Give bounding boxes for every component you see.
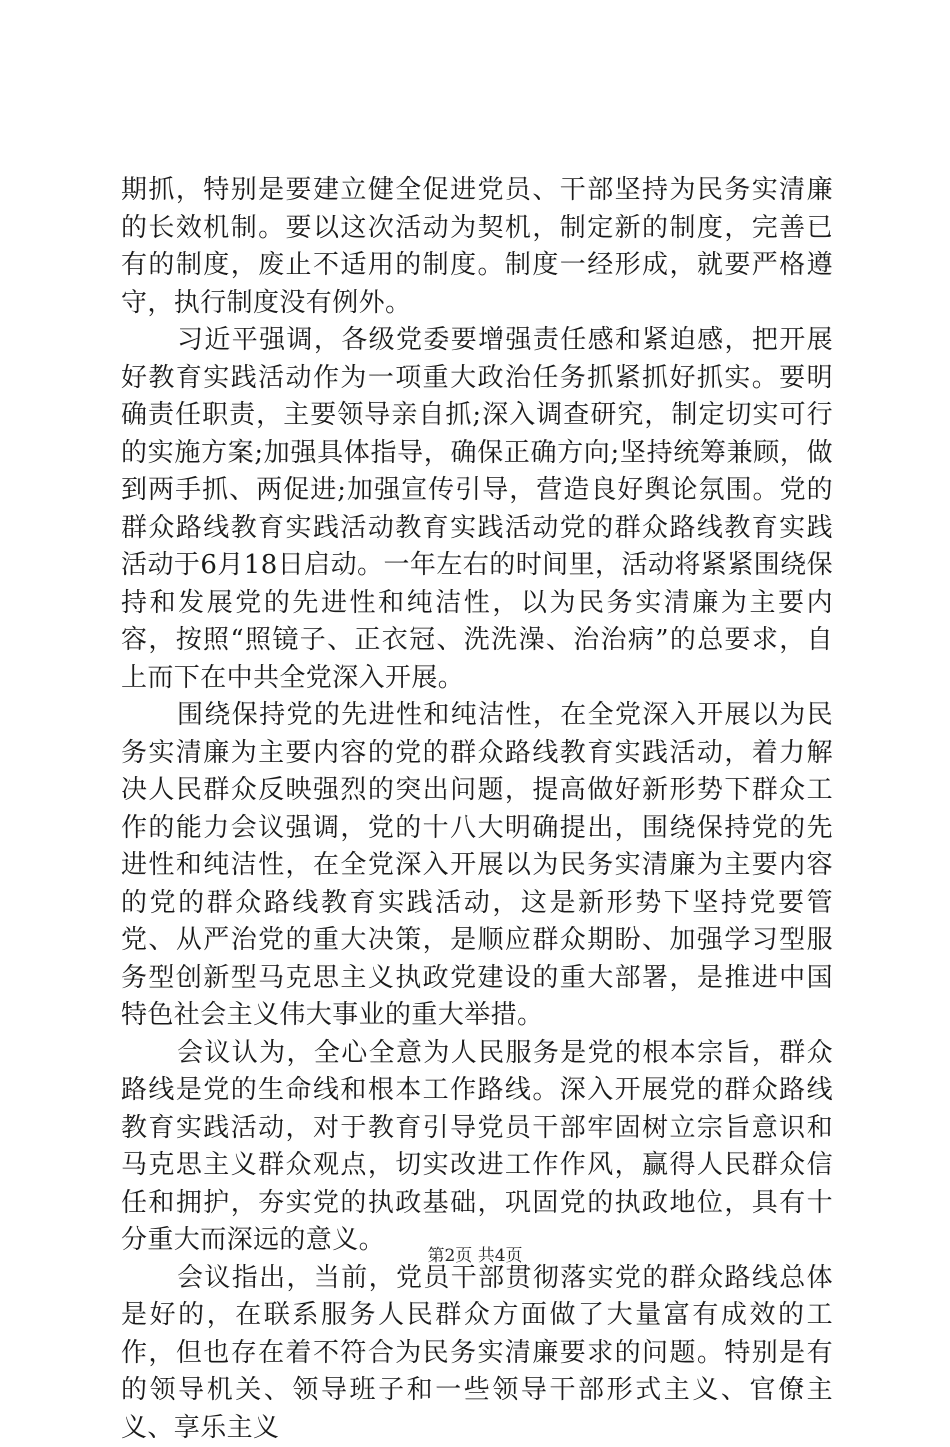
page-number-footer: 第2页 共4页 <box>0 1244 950 1268</box>
paragraph-2: 习近平强调，各级党委要增强责任感和紧迫感，把开展好教育实践活动作为一项重大政治任务抓紧抓好抓实。要明确责任职责，主要领导亲自抓;深入调查研究，制定切实可行的实施方案;加强具体指导，确保正确方向;坚持统筹兼顾，做到两手抓、两促进;加强宣传引导，营造良好舆论氛围。党的群众路线教育实践活动教育实践活动党的群众路线教育实践活动于6月18日启动。一年左右的时间里，活动将紧紧围绕保持和发展党的先进性和纯洁性，以为民务实清廉为主要内容，按照“照镜子、正衣冠、洗洗澡、治治病”的总要求，自上而下在中共全党深入开展。 <box>121 322 833 697</box>
paragraph-4: 会议认为，全心全意为人民服务是党的根本宗旨，群众路线是党的生命线和根本工作路线。深入开展党的群众路线教育实践活动，对于教育引导党员干部牢固树立宗旨意识和马克思主义群众观点，切实改进工作作风，赢得人民群众信任和拥护，夯实党的执政基础，巩固党的执政地位，具有十分重大而深远的意义。 <box>121 1035 833 1260</box>
paragraph-3: 围绕保持党的先进性和纯洁性，在全党深入开展以为民务实清廉为主要内容的党的群众路线教育实践活动，着力解决人民群众反映强烈的突出问题，提高做好新形势下群众工作的能力会议强调，党的十八大明确提出，围绕保持党的先进性和纯洁性，在全党深入开展以为民务实清廉为主要内容的党的群众路线教育实践活动，这是新形势下坚持党要管党、从严治党的重大决策，是顺应群众期盼、加强学习型服务型创新型马克思主义执政党建设的重大部署，是推进中国特色社会主义伟大事业的重大举措。 <box>121 697 833 1035</box>
paragraph-5: 会议指出，当前，党员干部贯彻落实党的群众路线总体是好的，在联系服务人民群众方面做了大量富有成效的工作，但也存在着不符合为民务实清廉要求的问题。特别是有的领导机关、领导班子和一些领导干部形式主义、官僚主义、享乐主义 <box>121 1260 833 1447</box>
paragraph-1: 期抓，特别是要建立健全促进党员、干部坚持为民务实清廉的长效机制。要以这次活动为契机，制定新的制度，完善已有的制度，废止不适用的制度。制度一经形成，就要严格遵守，执行制度没有例外。 <box>121 172 833 322</box>
